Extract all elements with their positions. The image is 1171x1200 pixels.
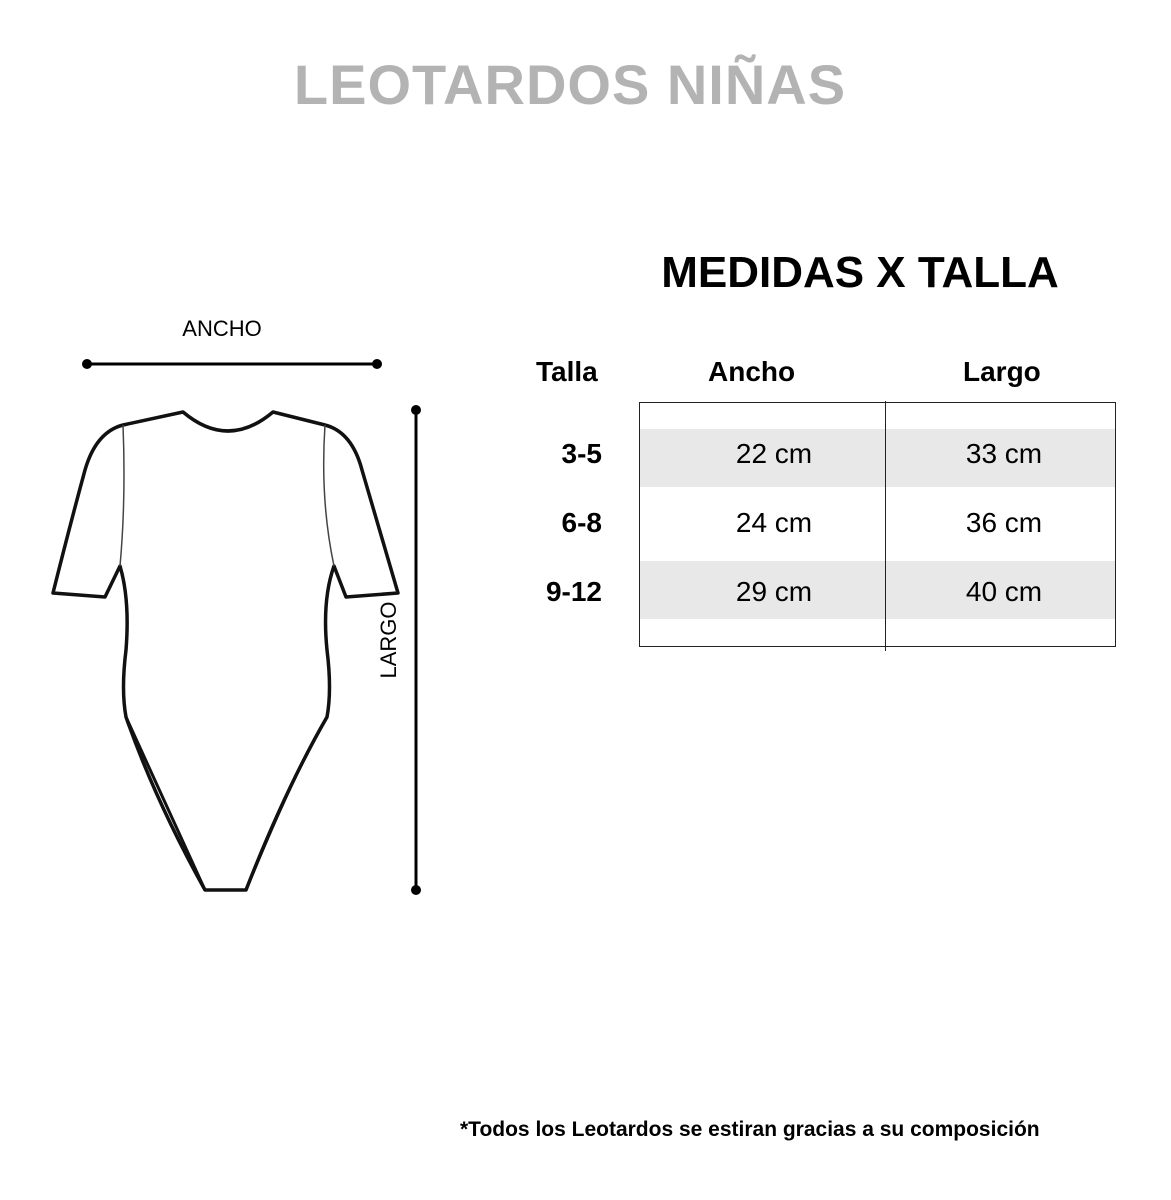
table-cell-width: 29 cm bbox=[735, 576, 813, 607]
table-row-size: 3-5 bbox=[561, 438, 602, 469]
width-column-header: Ancho bbox=[708, 356, 796, 387]
table-cell-length: 36 cm bbox=[965, 507, 1043, 538]
length-column-header: Largo bbox=[963, 356, 1041, 387]
table-cell-width: 24 cm bbox=[735, 507, 813, 538]
size-chart-title: MEDIDAS X TALLA bbox=[661, 248, 1059, 297]
width-label: ANCHO bbox=[182, 316, 262, 341]
left-leg-opening bbox=[126, 717, 205, 890]
footnote: *Todos los Leotardos se estiran gracias a su composición bbox=[460, 1118, 1040, 1141]
table-cell-length: 33 cm bbox=[965, 438, 1043, 469]
table-cell-width: 22 cm bbox=[735, 438, 813, 469]
length-dimension-end-dot bbox=[411, 885, 421, 895]
left-sleeve-seam bbox=[120, 425, 124, 566]
table-row-size: 6-8 bbox=[561, 507, 602, 538]
size-column-header: Talla bbox=[536, 356, 598, 387]
length-dimension-start-dot bbox=[411, 405, 421, 415]
page-title: LEOTARDOS NIÑAS bbox=[293, 53, 847, 116]
width-dimension-start-dot bbox=[82, 359, 92, 369]
width-dimension-end-dot bbox=[372, 359, 382, 369]
leotard-outline bbox=[53, 412, 398, 890]
table-cell-length: 40 cm bbox=[965, 576, 1043, 607]
right-sleeve-seam bbox=[324, 425, 334, 566]
table-row-size: 9-12 bbox=[545, 576, 602, 607]
column-divider bbox=[885, 401, 886, 651]
leotard-diagram bbox=[0, 0, 520, 920]
right-leg-opening bbox=[246, 717, 327, 890]
length-label: LARGO bbox=[376, 601, 401, 679]
